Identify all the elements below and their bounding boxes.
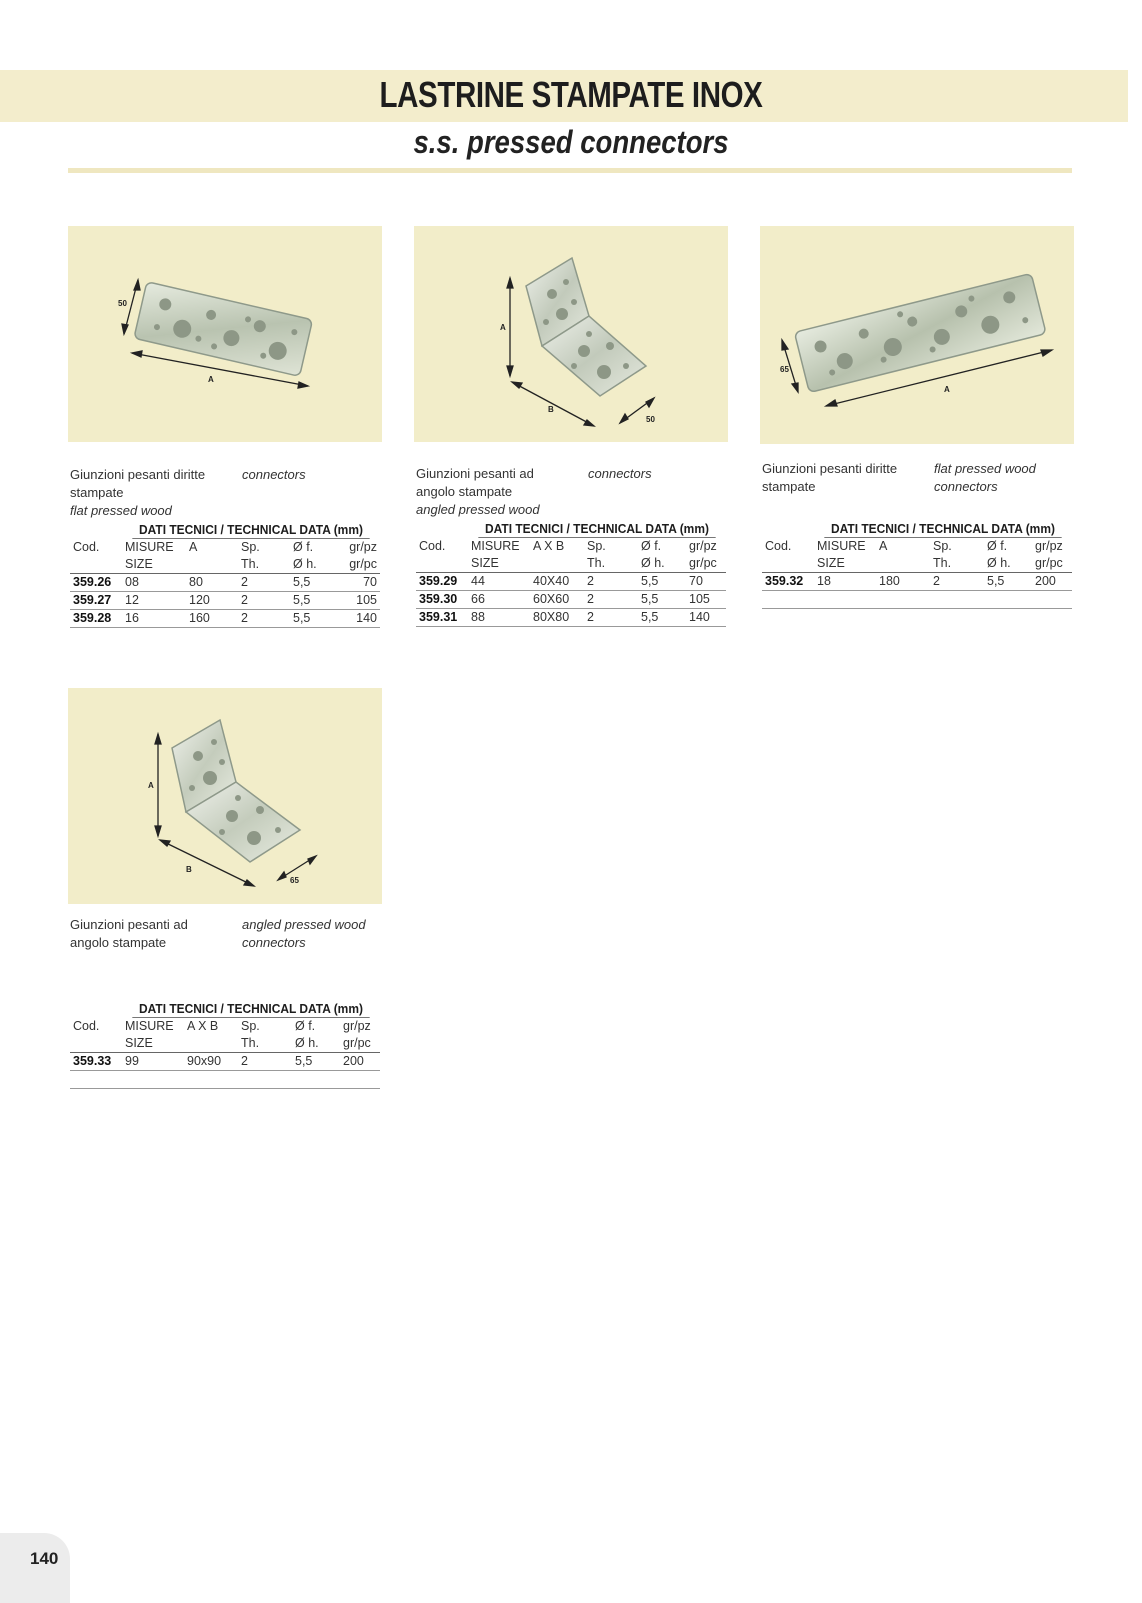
- column-header: A: [879, 539, 888, 553]
- table-header-row: [70, 1018, 380, 1035]
- table-cell: 2: [238, 592, 290, 610]
- table-cell: 70: [686, 573, 726, 591]
- column-header: gr/pc: [338, 556, 380, 574]
- table-cell: 70: [338, 574, 380, 592]
- table-cell: 16: [122, 610, 186, 628]
- table-cell: 99: [122, 1053, 184, 1071]
- table-cell: 105: [338, 592, 380, 610]
- description-english: flat pressed wood connectors: [934, 461, 1036, 494]
- table-end-rule: [70, 1088, 380, 1089]
- table-cell: 40X40: [530, 573, 584, 591]
- column-header: gr/pc: [1032, 555, 1072, 573]
- table-row: [70, 574, 380, 592]
- description-english: connectors: [242, 467, 306, 482]
- column-header: A X B: [533, 539, 565, 553]
- dimension-label: 65: [780, 365, 789, 374]
- table-heading: DATI TECNICI / TECHNICAL DATA (mm): [824, 521, 1061, 538]
- table-end-rule: [762, 608, 1072, 609]
- column-header: MISURE: [125, 540, 174, 554]
- column-header: [416, 555, 468, 573]
- column-header: A X B: [187, 1019, 219, 1033]
- table-row: [416, 573, 726, 591]
- table-cell: 66: [468, 591, 530, 609]
- description-english: connectors: [588, 466, 652, 481]
- table-header-row: [70, 556, 380, 574]
- dimension-label: 65: [290, 876, 299, 885]
- table-cell: 5,5: [290, 610, 338, 628]
- column-header: Ø h.: [638, 555, 686, 573]
- table-row: [762, 573, 1072, 591]
- technical-data-table: [762, 521, 1072, 609]
- table-cell: 18: [814, 573, 876, 591]
- column-header: Th.: [238, 1035, 292, 1053]
- product-photo-large-angle-connector: [68, 688, 382, 904]
- product-code: 359.29: [416, 573, 468, 591]
- table-header-row: [762, 555, 1072, 573]
- column-header: Sp.: [933, 539, 952, 553]
- dimension-label: A: [148, 781, 154, 790]
- description-italian: Giunzioni pesanti ad angolo stampate: [416, 466, 534, 499]
- product-code: 359.27: [70, 592, 122, 610]
- dimension-label: A: [500, 323, 506, 332]
- table-row: [70, 592, 380, 610]
- table-cell: 2: [238, 574, 290, 592]
- dimension-label: A: [944, 385, 950, 394]
- table-row: [416, 591, 726, 609]
- technical-data-table: [416, 521, 726, 627]
- product-photo-angle-connector: [414, 226, 728, 442]
- technical-data-table: [70, 1001, 380, 1089]
- dimension-label: A: [208, 375, 214, 384]
- table-cell: 88: [468, 609, 530, 627]
- table-cell: 5,5: [290, 592, 338, 610]
- column-header: gr/pz: [343, 1019, 371, 1033]
- table-cell: 140: [686, 609, 726, 627]
- long-plate-illustration: [760, 226, 1074, 444]
- flat-plate-illustration: [68, 226, 382, 442]
- column-header: Sp.: [241, 540, 260, 554]
- product-code: 359.33: [70, 1053, 122, 1071]
- large-angle-bracket-illustration: [68, 688, 382, 904]
- column-header: gr/pz: [349, 540, 377, 554]
- description-italian: Giunzioni pesanti ad angolo stampate: [70, 917, 188, 950]
- table-cell: 60X60: [530, 591, 584, 609]
- description-italian: Giunzioni pesanti diritte stampate: [70, 467, 206, 500]
- table-cell: 105: [686, 591, 726, 609]
- column-header: Ø f.: [641, 539, 662, 553]
- table-cell: 5,5: [290, 574, 338, 592]
- table-cell: 5,5: [292, 1053, 340, 1071]
- column-header: MISURE: [125, 1019, 174, 1033]
- table-cell: 80X80: [530, 609, 584, 627]
- table-cell: 5,5: [638, 573, 686, 591]
- column-header: SIZE: [468, 555, 530, 573]
- table-cell: 2: [238, 1053, 292, 1071]
- page-title: LASTRINE STAMPATE INOX: [379, 74, 763, 115]
- table-header-row: [416, 538, 726, 555]
- table-cell: 200: [340, 1053, 380, 1071]
- table-cell: 44: [468, 573, 530, 591]
- column-header: Ø f.: [295, 1019, 316, 1033]
- table-cell: 12: [122, 592, 186, 610]
- column-header: A: [189, 540, 198, 554]
- column-header: [762, 555, 814, 573]
- table-cell: 2: [238, 610, 290, 628]
- column-header: gr/pz: [689, 539, 717, 553]
- column-header: SIZE: [122, 1035, 184, 1053]
- column-header: gr/pz: [1035, 539, 1063, 553]
- column-header: [70, 556, 122, 574]
- dimension-label: 50: [118, 299, 127, 308]
- column-header: gr/pc: [340, 1035, 380, 1053]
- table-cell: 5,5: [984, 573, 1032, 591]
- column-header: MISURE: [471, 539, 520, 553]
- column-header: Th.: [930, 555, 984, 573]
- column-header: Cod.: [73, 1019, 100, 1033]
- table-cell: 120: [186, 592, 238, 610]
- description-english-continued: flat pressed wood: [70, 503, 172, 518]
- technical-data-table: [70, 522, 380, 628]
- page-number: 140: [30, 1549, 59, 1568]
- table-row: [70, 610, 380, 628]
- table-cell: 2: [584, 573, 638, 591]
- page-subtitle: s.s. pressed connectors: [413, 124, 729, 160]
- product-code: 359.31: [416, 609, 468, 627]
- column-header: Cod.: [419, 539, 446, 553]
- column-header: Cod.: [765, 539, 792, 553]
- table-cell: 5,5: [638, 591, 686, 609]
- table-cell: 2: [584, 609, 638, 627]
- table-cell: 80: [186, 574, 238, 592]
- column-header: SIZE: [122, 556, 186, 574]
- column-header: Sp.: [241, 1019, 260, 1033]
- table-cell: 2: [584, 591, 638, 609]
- column-header: [70, 1035, 122, 1053]
- dimension-label: B: [548, 405, 554, 414]
- table-cell: 200: [1032, 573, 1072, 591]
- column-header: Ø h.: [984, 555, 1032, 573]
- table-header-row: [416, 555, 726, 573]
- column-header: Ø f.: [987, 539, 1008, 553]
- table-cell: 2: [930, 573, 984, 591]
- table-cell: 180: [876, 573, 930, 591]
- column-header: Ø f.: [293, 540, 314, 554]
- dimension-label: B: [186, 865, 192, 874]
- column-header: SIZE: [814, 555, 876, 573]
- column-header: Th.: [584, 555, 638, 573]
- dimension-label: 50: [646, 415, 655, 424]
- column-header: [184, 1035, 238, 1053]
- product-photo-flat-connector: [68, 226, 382, 442]
- table-heading: DATI TECNICI / TECHNICAL DATA (mm): [132, 1001, 369, 1018]
- column-header: Sp.: [587, 539, 606, 553]
- header-divider: [68, 168, 1072, 173]
- angle-bracket-illustration: [414, 226, 728, 442]
- description-italian: Giunzioni pesanti diritte stampate: [762, 461, 898, 494]
- column-header: Cod.: [73, 540, 100, 554]
- table-row: [416, 609, 726, 627]
- table-cell: 90x90: [184, 1053, 238, 1071]
- table-cell: 08: [122, 574, 186, 592]
- table-cell: 160: [186, 610, 238, 628]
- column-header: [530, 555, 584, 573]
- table-header-row: [70, 1035, 380, 1053]
- column-header: MISURE: [817, 539, 866, 553]
- product-code: 359.32: [762, 573, 814, 591]
- column-header: Ø h.: [290, 556, 338, 574]
- table-cell: 5,5: [638, 609, 686, 627]
- column-header: Ø h.: [292, 1035, 340, 1053]
- column-header: [186, 556, 238, 574]
- product-photo-long-flat-connector: [760, 226, 1074, 444]
- table-header-row: [762, 538, 1072, 555]
- product-code: 359.26: [70, 574, 122, 592]
- description-english: angled pressed wood connectors: [242, 917, 366, 950]
- table-cell: 140: [338, 610, 380, 628]
- description-english-continued: angled pressed wood: [416, 502, 540, 517]
- product-code: 359.30: [416, 591, 468, 609]
- table-row: [70, 1053, 380, 1071]
- table-heading: DATI TECNICI / TECHNICAL DATA (mm): [132, 522, 369, 539]
- column-header: gr/pc: [686, 555, 726, 573]
- product-code: 359.28: [70, 610, 122, 628]
- column-header: [876, 555, 930, 573]
- table-heading: DATI TECNICI / TECHNICAL DATA (mm): [478, 521, 715, 538]
- table-header-row: [70, 539, 380, 556]
- column-header: Th.: [238, 556, 290, 574]
